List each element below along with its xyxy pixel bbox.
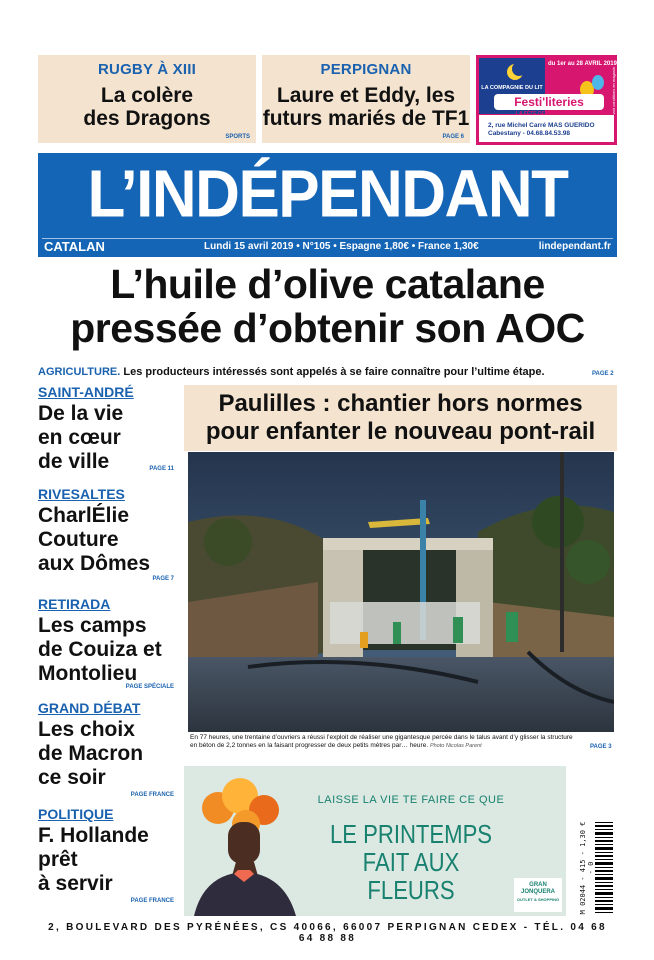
- edition-label: CATALAN: [44, 239, 105, 254]
- ad-tagline: LAISSE LA VIE TE FAIRE CE QUE: [317, 794, 505, 806]
- sidebar-story-rivesaltes[interactable]: [38, 486, 174, 582]
- ad-compagnie-du-lit[interactable]: [476, 55, 617, 145]
- teaser-page: SPORTS: [225, 134, 250, 140]
- newspaper-title: L’INDÉPENDANT: [87, 157, 568, 232]
- dateline: Lundi 15 avril 2019 • N°105 • Espagne 1,80€ • France 1,30€: [204, 241, 479, 252]
- teaser-kicker: PERPIGNAN: [320, 61, 412, 78]
- photo-credit: Photo Nicolas Parent: [429, 743, 482, 749]
- teaser-headline: Laure et Eddy, les futurs mariés de TF1: [262, 84, 470, 130]
- sidebar-story-retirada[interactable]: [38, 596, 174, 690]
- ad-model-illustration: [184, 766, 304, 916]
- teaser-rugby[interactable]: [38, 55, 256, 143]
- ad-event-sub: LA FÊTE DES PRIX: [516, 111, 562, 117]
- ad-dates: du 1er au 28 AVRIL 2019: [548, 61, 617, 67]
- deck-kicker: AGRICULTURE.: [38, 366, 121, 378]
- sidebar-page: PAGE FRANCE: [130, 898, 174, 904]
- deck-text: Les producteurs intéressés sont appelés à se faire connaître pour l’ultime étape.: [120, 366, 545, 378]
- sidebar-story-saint-andre[interactable]: [38, 384, 174, 474]
- sidebar-kicker: GRAND DÉBAT: [38, 700, 141, 716]
- sidebar-kicker: RIVESALTES: [38, 486, 125, 502]
- sidebar-headline: CharlÉlie Couture aux Dômes: [38, 504, 151, 575]
- sidebar-page: PAGE 7: [152, 576, 174, 582]
- ad-address: 2, rue Michel Carré MAS GUERIDO Cabestany - 04.68.84.53.98: [488, 122, 595, 137]
- sidebar-headline: Les choix de Macron ce soir: [38, 718, 144, 789]
- masthead-info: [44, 240, 611, 254]
- teaser-page: PAGE 6: [442, 134, 464, 140]
- main-page-ref: PAGE 2: [592, 371, 614, 377]
- construction-site-illustration: [188, 452, 614, 732]
- ad-fine-print: * voir conditions en magasin: [611, 67, 616, 118]
- footer-address: 2, BOULEVARD DES PYRÉNÉES, CS 40066, 66007 PERPIGNAN CEDEX - TÉL. 04 68 64 88 88: [48, 922, 607, 944]
- feature-photo[interactable]: [188, 452, 614, 732]
- gran-jonquera-logo: GRAN JONQUERA OUTLET & SHOPPING: [514, 878, 562, 912]
- website-link[interactable]: lindependant.fr: [538, 241, 611, 252]
- sidebar-kicker: SAINT-ANDRÉ: [38, 384, 134, 400]
- masthead: [38, 153, 617, 257]
- sidebar-kicker: POLITIQUE: [38, 806, 114, 822]
- feature-page-ref: PAGE 3: [590, 744, 612, 750]
- sidebar-headline: De la vie en cœur de ville: [38, 402, 124, 473]
- ad-event: Festi'literies: [494, 94, 604, 110]
- moon-icon: [507, 64, 523, 80]
- main-deck: [38, 366, 578, 378]
- feature-caption: [190, 734, 580, 750]
- sidebar-story-grand-debat[interactable]: [38, 700, 174, 798]
- feature-headline[interactable]: Paulilles : chantier hors normes pour enfanter le nouveau pont-rail: [184, 385, 617, 451]
- teaser-perpignan[interactable]: [262, 55, 470, 143]
- caption-text: En 77 heures, une trentaine d’ouvriers a réussi l’exploit de réaliser une gigantesque percée dans le talus avant d’y glisser la structure en béton de 2,2 tonnes en la faisant progresser de deux petits mètres par… heure.: [190, 734, 573, 749]
- barcode: [571, 820, 615, 916]
- teaser-headline: La colère des Dragons: [83, 84, 211, 130]
- sidebar-kicker: RETIRADA: [38, 596, 111, 612]
- ad-gran-jonquera[interactable]: [184, 766, 566, 916]
- main-headline[interactable]: L’huile d’olive catalane pressée d’obtenir son AOC: [70, 261, 585, 351]
- sidebar-headline: F. Hollande prêt à servir: [38, 824, 149, 895]
- ad-brand: LA COMPAGNIE DU LIT: [481, 85, 543, 91]
- sidebar-page: PAGE SPÉCIALE: [125, 684, 174, 690]
- sidebar-page: PAGE FRANCE: [130, 792, 174, 798]
- ad-headline: LE PRINTEMPS FAIT AUX FLEURS: [329, 819, 493, 905]
- sidebar-page: PAGE 11: [149, 466, 174, 472]
- sidebar-headline: Les camps de Couiza et Montolieu: [38, 614, 162, 685]
- masthead-rule: [42, 238, 613, 239]
- sidebar-story-politique[interactable]: [38, 806, 174, 904]
- teaser-kicker: RUGBY À XIII: [98, 61, 196, 78]
- barcode-number: M 02044 - 415 - 1,30 € - 0: [579, 821, 595, 915]
- balloon-icon: [592, 75, 604, 90]
